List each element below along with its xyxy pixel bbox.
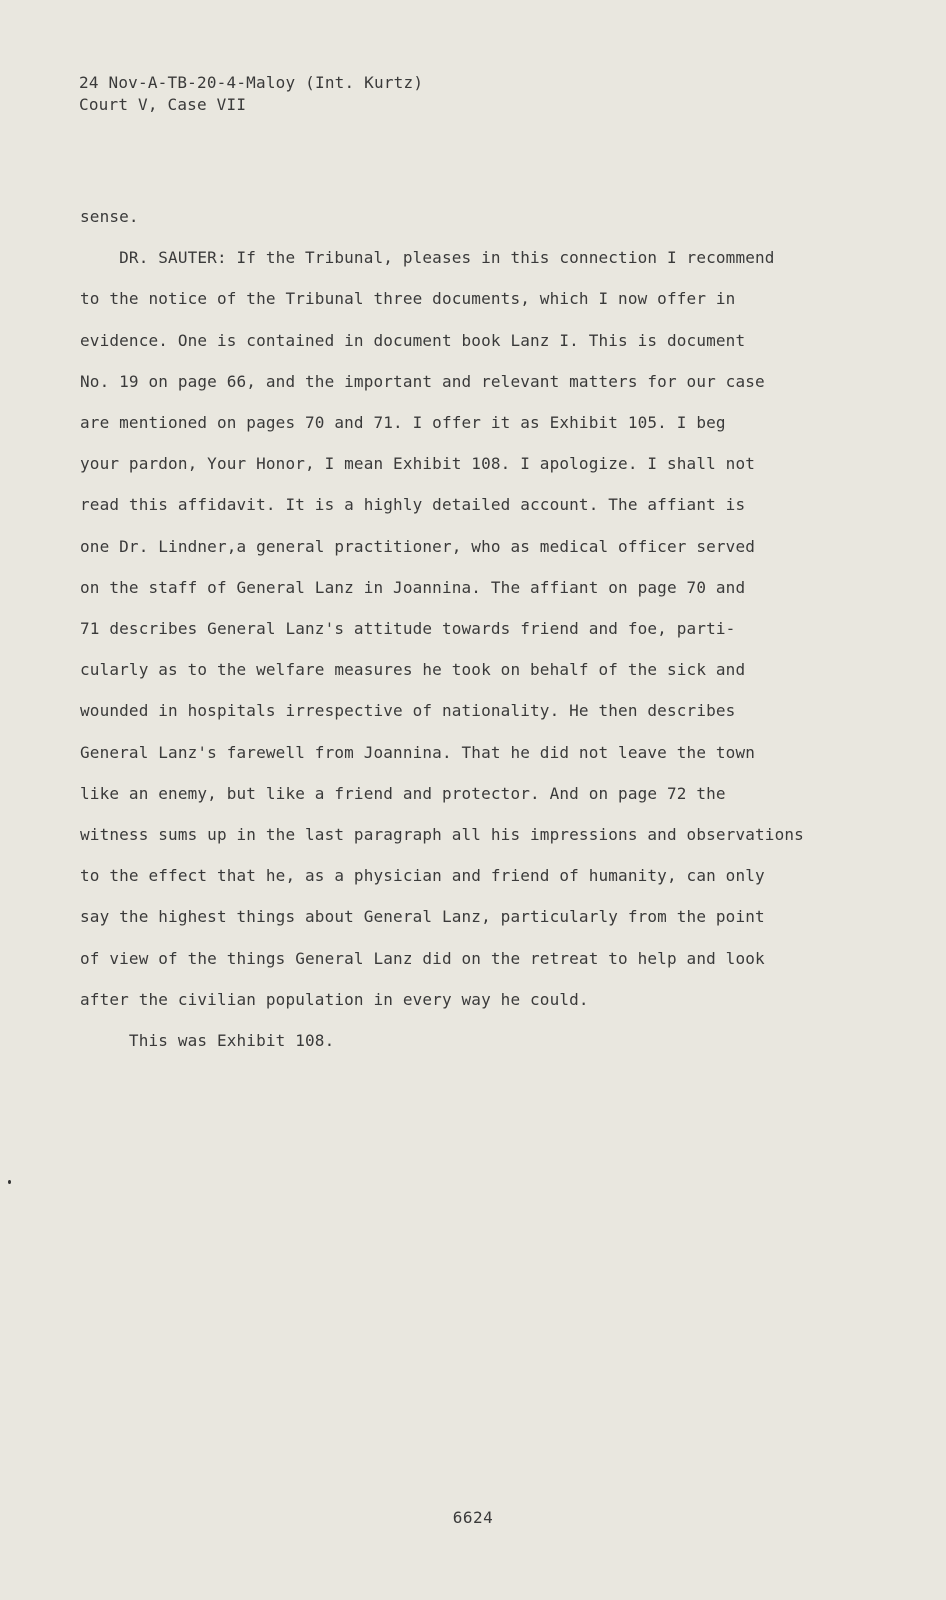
body-line: DR. SAUTER: If the Tribunal, pleases in this connection I recommend (80, 248, 775, 268)
body-line: one Dr. Lindner,a general practitioner, who as medical officer served (80, 536, 756, 556)
body-line: after the civilian population in every way he could. (80, 989, 589, 1009)
body-line: evidence. One is contained in document book Lanz I. This is document (80, 330, 746, 350)
body-line: General Lanz's farewell from Joannina. That he did not leave the town (80, 742, 756, 762)
body-line: 71 describes General Lanz's attitude towards friend and foe, parti- (80, 619, 736, 639)
body-line: of view of the things General Lanz did on the retreat to help and look (80, 948, 765, 968)
body-line: on the staff of General Lanz in Joannina. The affiant on page 70 and (80, 577, 746, 597)
body-line: cularly as to the welfare measures he took on behalf of the sick and (80, 660, 746, 680)
body-line: to the effect that he, as a physician and friend of humanity, can only (80, 866, 765, 886)
header-court-line: Court V, Case VII (79, 95, 247, 114)
transcript-body (80, 196, 860, 1061)
body-line: No. 19 on page 66, and the important and relevant matters for our case (80, 371, 765, 391)
body-line: read this affidavit. It is a highly detailed account. The affiant is (80, 495, 746, 515)
body-line: witness sums up in the last paragraph all his impressions and observations (80, 825, 804, 845)
body-line: your pardon, Your Honor, I mean Exhibit 108. I apologize. I shall not (80, 454, 756, 474)
body-line: say the highest things about General Lanz, particularly from the point (80, 907, 765, 927)
body-line: sense. (80, 207, 139, 226)
page-number: 6624 (452, 1508, 494, 1527)
body-line: are mentioned on pages 70 and 71. I offer it as Exhibit 105. I beg (80, 413, 726, 433)
body-line: like an enemy, but like a friend and protector. And on page 72 the (80, 783, 726, 803)
header-reference-line: 24 Nov-A-TB-20-4-Maloy (Int. Kurtz) (79, 73, 424, 92)
body-line: This was Exhibit 108. (80, 1031, 335, 1051)
document-header (79, 72, 423, 116)
body-line: wounded in hospitals irrespective of nationality. He then describes (80, 701, 736, 721)
body-line: to the notice of the Tribunal three documents, which I now offer in (80, 289, 736, 309)
paper-speck (8, 1180, 11, 1184)
